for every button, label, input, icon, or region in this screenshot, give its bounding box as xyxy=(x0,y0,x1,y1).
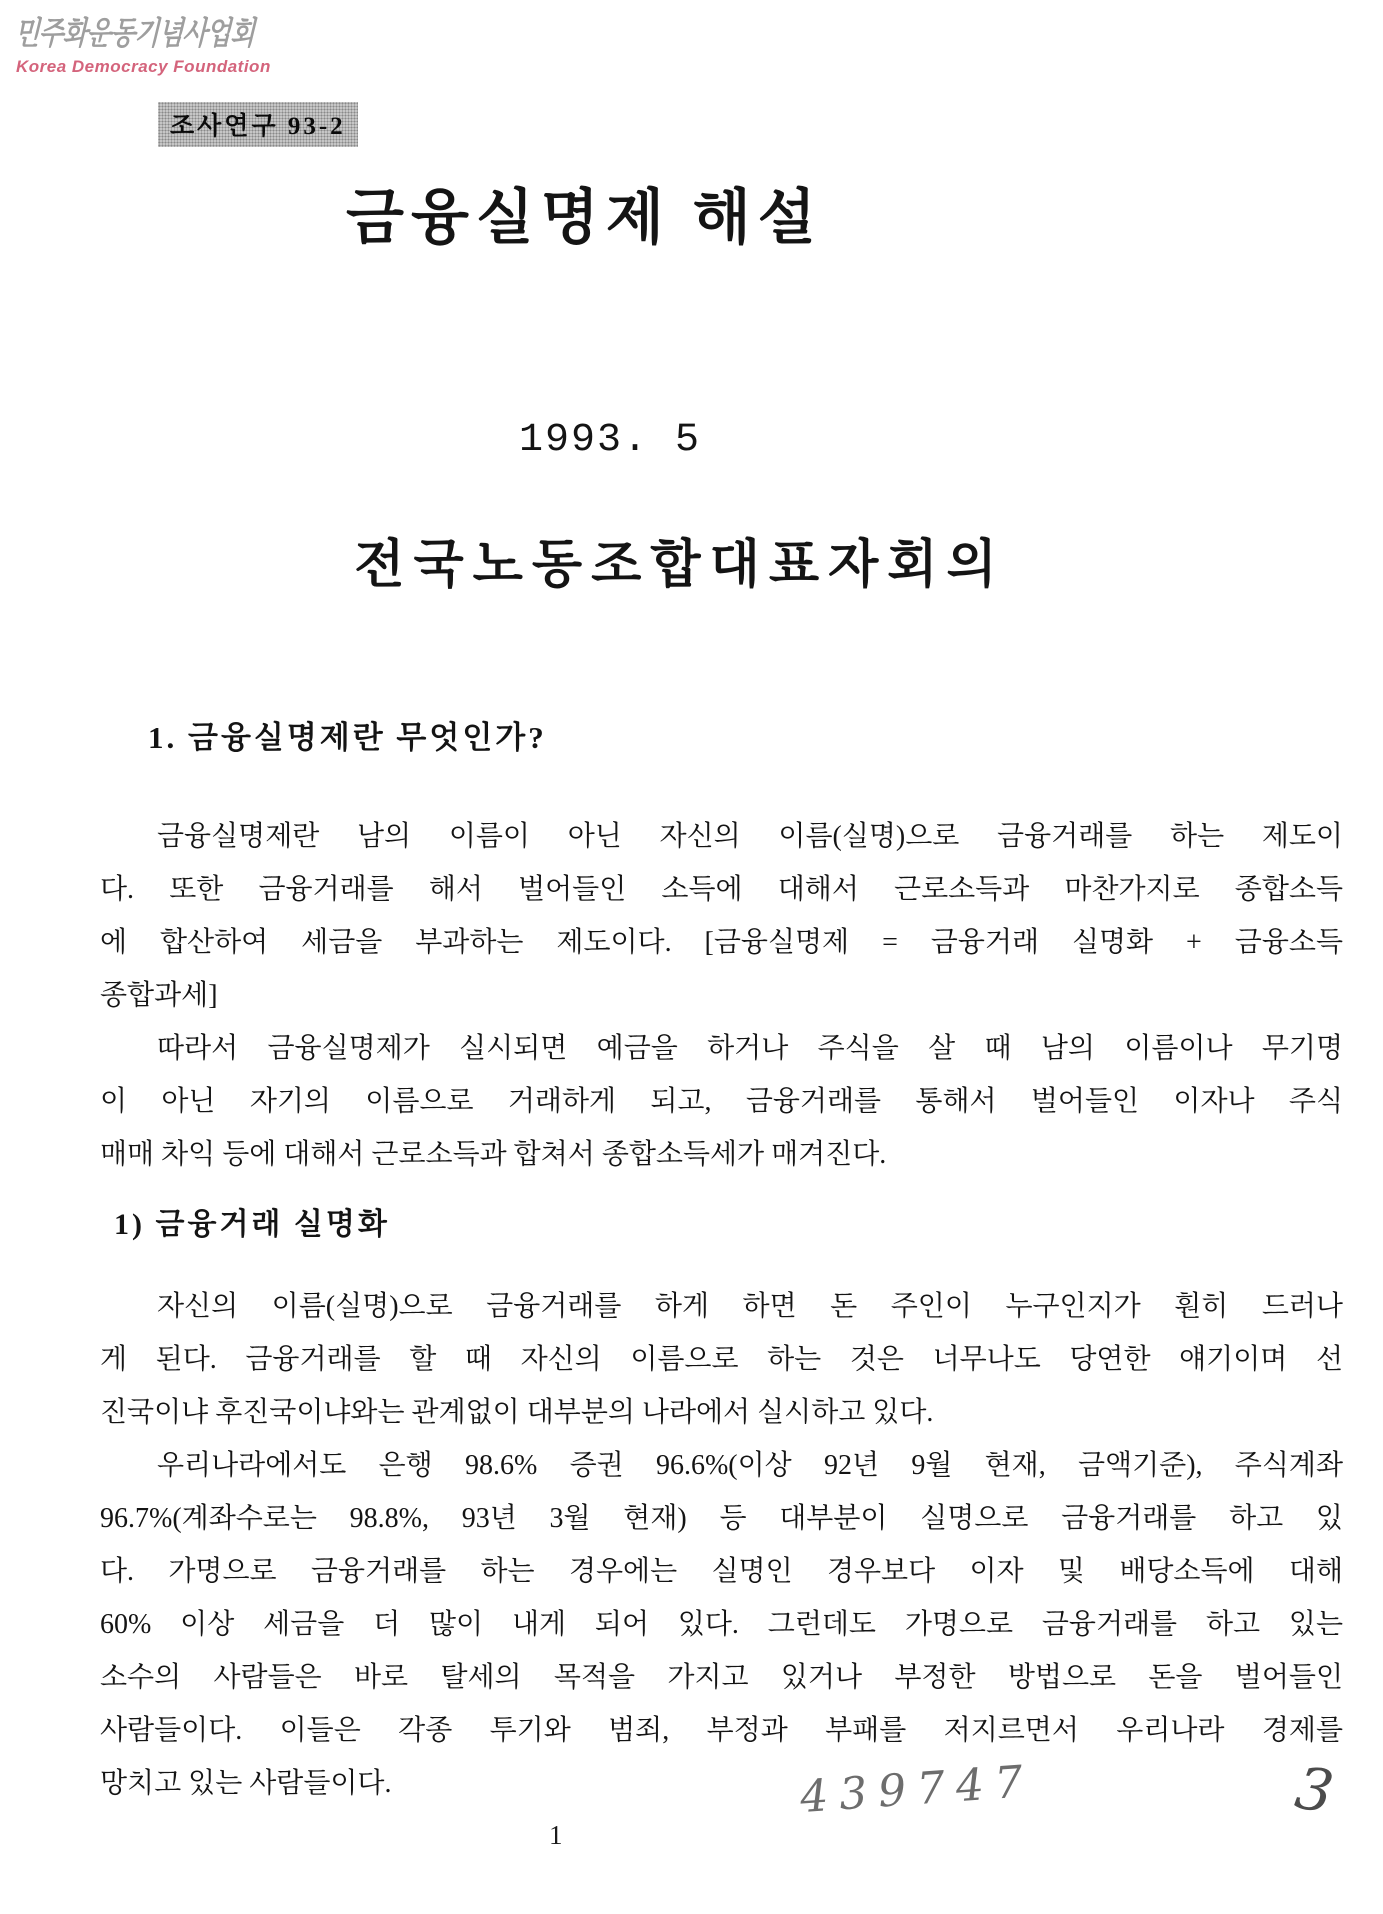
page-number: 1 xyxy=(549,1820,563,1850)
organization-name: 전국노동조합대표자회의 xyxy=(354,537,1006,594)
document-date: 1993. 5 xyxy=(518,418,702,463)
text-line: 다. 가명으로 금융거래를 하는 경우에는 실명인 경우보다 이자 및 배당소득에 대해 xyxy=(100,1556,1343,1587)
text-line: 우리나라에서도 은행 98.6% 증권 96.6%(이상 92년 9월 현재, 금액기준), 주식계좌 xyxy=(157,1450,1343,1481)
text-line: 매매 차익 등에 대해서 근로소득과 합쳐서 종합소득세가 매겨진다. xyxy=(100,1139,887,1170)
research-series-label: 조사연구 93-2 xyxy=(158,102,358,147)
text-line: 종합과세] xyxy=(100,980,218,1011)
text-line: 따라서 금융실명제가 실시되면 예금을 하거나 주식을 살 때 남의 이름이나 무기명 xyxy=(157,1033,1343,1064)
text-line: 96.7%(계좌수로는 98.8%, 93년 3월 현재) 등 대부분이 실명으로 금융거래를 하고 있 xyxy=(100,1503,1343,1534)
text-line: 사람들이다. 이들은 각종 투기와 범죄, 부정과 부패를 저지르면서 우리나라 경제를 xyxy=(100,1715,1343,1746)
foundation-logo-english: Korea Democracy Foundation xyxy=(16,57,271,76)
foundation-logo-korean: 민주화운동기념사업회 xyxy=(14,15,256,51)
text-line: 소수의 사람들은 바로 탈세의 목적을 가지고 있거나 부정한 방법으로 돈을 벌어들인 xyxy=(100,1662,1343,1693)
text-line: 게 된다. 금융거래를 할 때 자신의 이름으로 하는 것은 너무나도 당연한 얘기이며 선 xyxy=(100,1344,1343,1375)
text-line: 진국이냐 후진국이냐와는 관계없이 대부분의 나라에서 실시하고 있다. xyxy=(100,1397,934,1428)
section-heading: 1. 금융실명제란 무엇인가? xyxy=(148,720,547,755)
paragraph-1 xyxy=(100,810,1343,1022)
text-line: 이 아닌 자기의 이름으로 거래하게 되고, 금융거래를 통해서 벌어들인 이자나 주식 xyxy=(100,1086,1343,1117)
subsection-heading: 1) 금융거래 실명화 xyxy=(114,1208,390,1241)
text-line: 60% 이상 세금을 더 많이 내게 되어 있다. 그런데도 가명으로 금융거래를 하고 있는 xyxy=(100,1609,1343,1640)
handwritten-mark: 3 xyxy=(1290,1753,1338,1827)
text-line: 다. 또한 금융거래를 해서 벌어들인 소득에 대해서 근로소득과 마찬가지로 종합소득 xyxy=(100,874,1343,905)
paragraph-3 xyxy=(100,1280,1343,1439)
text-line: 금융실명제란 남의 이름이 아닌 자신의 이름(실명)으로 금융거래를 하는 제도이 xyxy=(157,821,1343,852)
document-title: 금융실명제 해설 xyxy=(346,185,823,251)
body-text xyxy=(100,810,1343,1810)
text-line: 에 합산하여 세금을 부과하는 제도이다. [금융실명제 = 금융거래 실명화 + 금융소득 xyxy=(100,927,1343,958)
paragraph-2 xyxy=(100,1022,1343,1181)
handwritten-archive-number: 439747 xyxy=(798,1755,1036,1824)
text-line: 자신의 이름(실명)으로 금융거래를 하게 하면 돈 주인이 누구인지가 훤히 드러나 xyxy=(157,1291,1343,1322)
paragraph-4 xyxy=(100,1439,1343,1810)
foundation-logo xyxy=(16,8,315,77)
text-line: 망치고 있는 사람들이다. xyxy=(100,1768,392,1799)
